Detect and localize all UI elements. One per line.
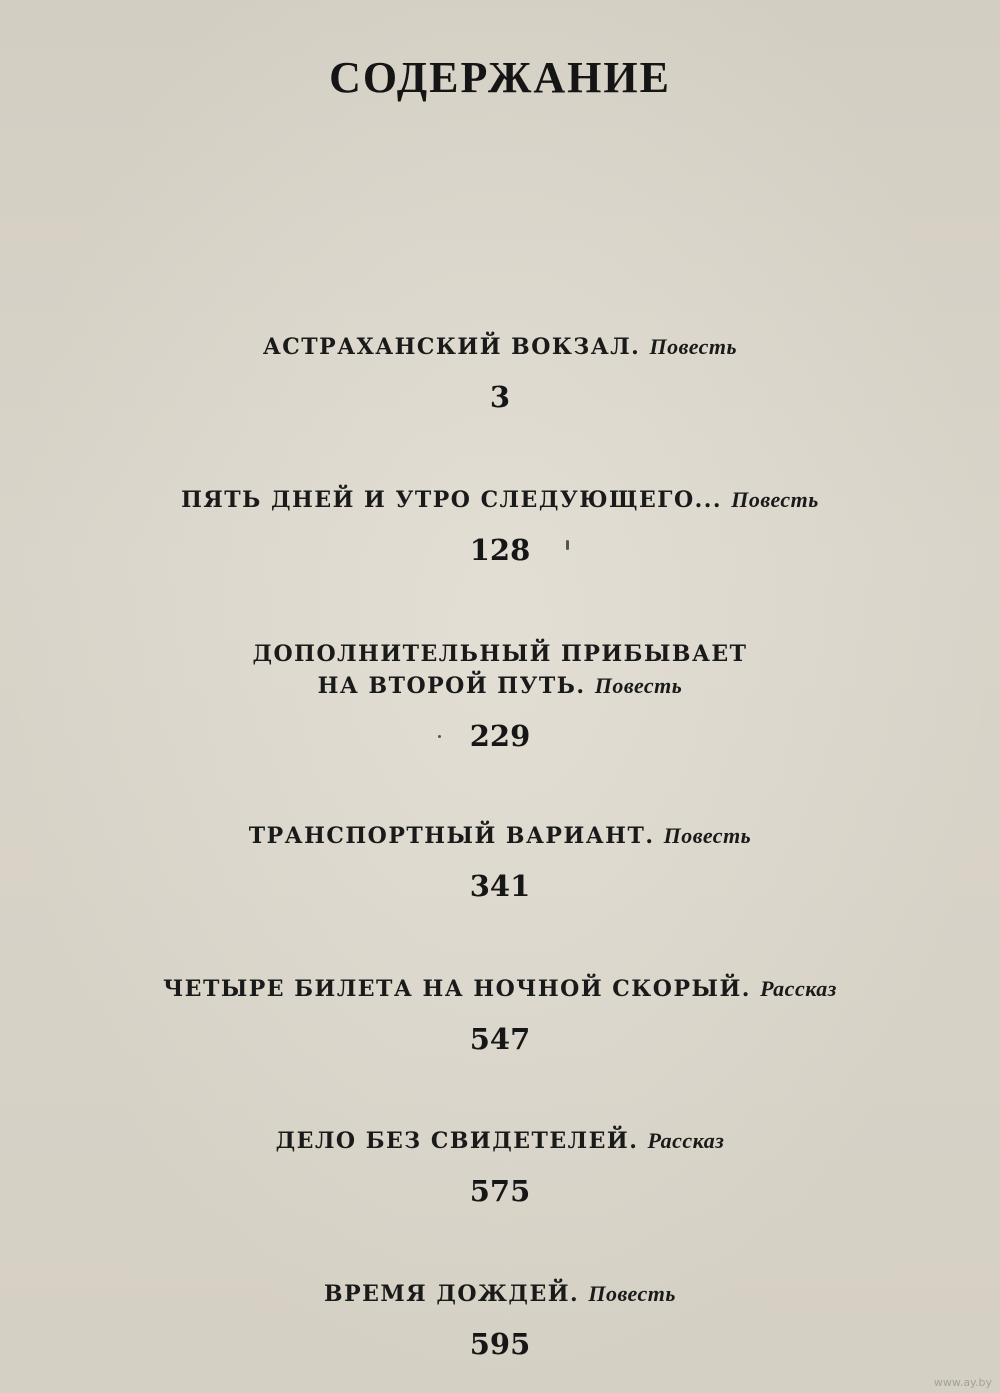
toc-entry-page: 595 [469,1327,531,1361]
toc-entry [0,1278,1000,1362]
toc-entry-page: 575 [469,1174,531,1208]
toc-entry-title-line: НА ВТОРОЙ ПУТЬ. [317,673,586,699]
toc-entry-genre: Повесть [649,334,738,359]
toc-entry [0,331,1000,415]
toc-entry-genre: Повесть [594,673,683,698]
toc-entry-page: 341 [469,869,531,903]
toc-entry [0,973,1000,1057]
paper-speck [438,735,441,738]
toc-entry-title-line: ВРЕМЯ ДОЖДЕЙ. [324,1281,580,1307]
toc-entry [0,484,1000,568]
toc-entry-title-line: ДОПОЛНИТЕЛЬНЫЙ ПРИБЫВАЕТ [252,641,748,667]
toc-entry-title [0,973,1000,1005]
toc-entry [0,1125,1000,1209]
toc-entry-genre: Повесть [663,823,752,848]
toc-entry-title-line: ТРАНСПОРТНЫЙ ВАРИАНТ. [248,823,655,849]
toc-entry-page: 229 [469,719,531,753]
toc-entry-page: 3 [489,380,511,414]
contents-heading: СОДЕРЖАНИЕ [329,53,671,102]
toc-entry-title [0,331,1000,363]
toc-entry-genre: Повесть [731,487,819,512]
toc-entry [0,820,1000,904]
toc-entry-title-line: АСТРАХАНСКИЙ ВОКЗАЛ. [262,334,641,360]
toc-entry-page: 128 [469,533,531,567]
paper-speck [566,540,569,550]
toc-entry [0,638,1000,754]
toc-entry-title [0,1278,1000,1310]
watermark: www.ay.by [933,1376,992,1389]
toc-entry-genre: Повесть [588,1281,676,1306]
toc-entry-title [0,638,1000,702]
toc-entry-title-line: ДЕЛО БЕЗ СВИДЕТЕЛЕЙ. [275,1128,639,1154]
toc-entry-title [0,1125,1000,1157]
toc-entry-page: 547 [469,1022,531,1056]
toc-entry-title-line: ПЯТЬ ДНЕЙ И УТРО СЛЕДУЮЩЕГО... [181,487,723,513]
toc-entry-title-line: ЧЕТЫРЕ БИЛЕТА НА НОЧНОЙ СКОРЫЙ. [163,976,751,1002]
toc-entry-genre: Рассказ [760,976,837,1001]
toc-entry-genre: Рассказ [647,1128,725,1153]
toc-entry-title [0,820,1000,852]
toc-entry-title [0,484,1000,516]
